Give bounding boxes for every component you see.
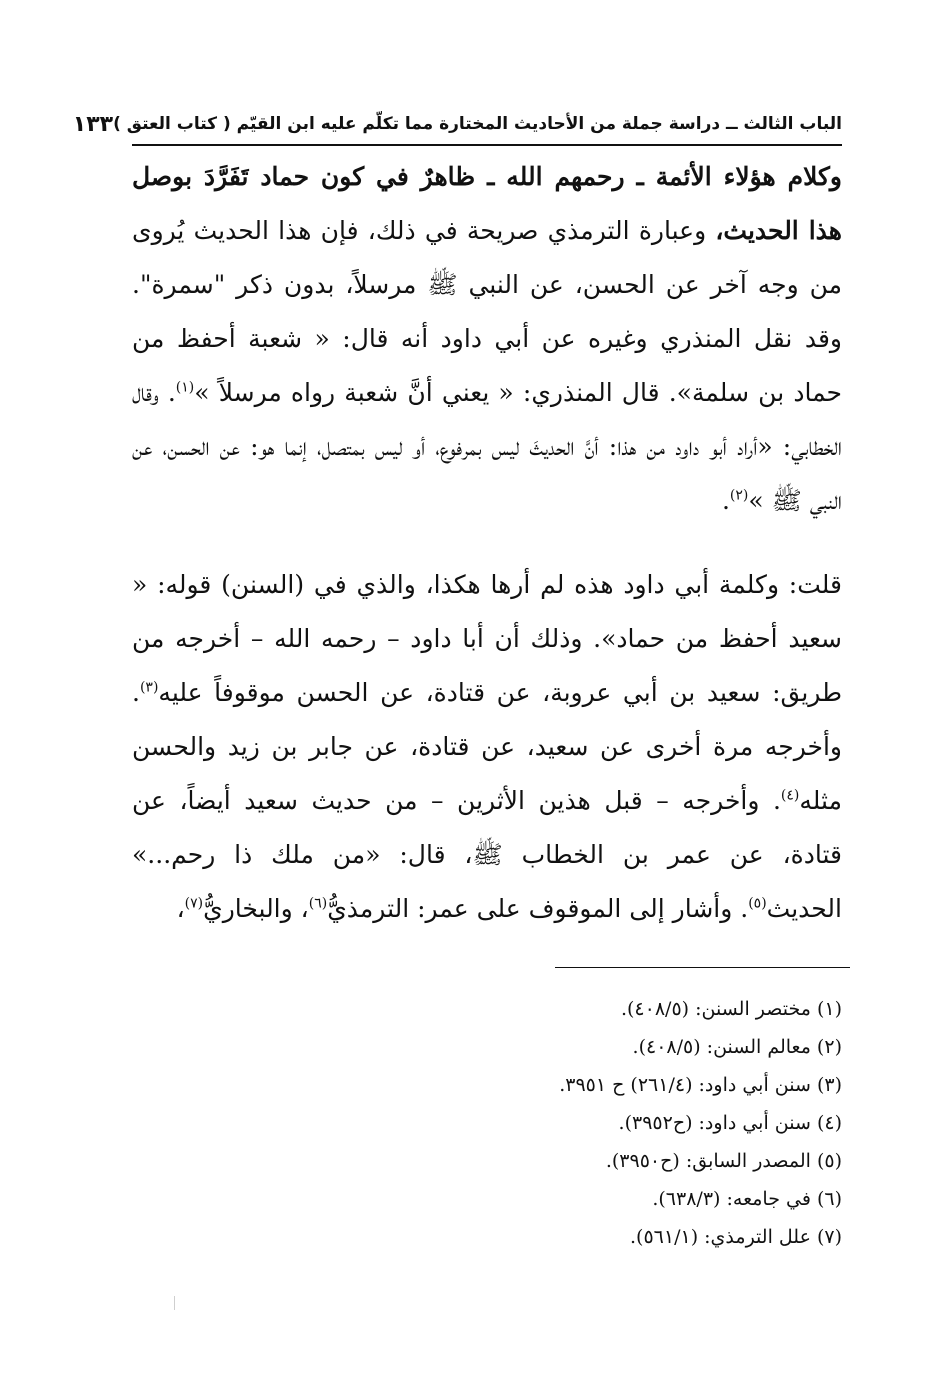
- chapter-title: الباب الثالث ــ دراسة جملة من الأحاديث المختارة مما تكلّم عليه ابن القيّم ( كتاب العتق ): [113, 114, 842, 134]
- footnote-ref-5[interactable]: (٥): [748, 895, 767, 912]
- footnote-4: (٤) سنن أبي داود: (ح٣٩٥٢).: [618, 1112, 842, 1134]
- footnote-divider: [555, 967, 850, 968]
- page-number: ١٣٣: [72, 111, 114, 137]
- footnote-5: (٥) المصدر السابق: (ح٣٩٥٠).: [605, 1150, 842, 1172]
- bold-lead-text: وكلام هؤلاء الأئمة ـ رحمهم الله ـ ظاهرٌ في كون حماد تَفَرَّدَ بوصل هذا الحديث،: [132, 162, 842, 245]
- paragraph-2: [132, 558, 842, 936]
- footnote-3: (٣) سنن أبي داود: (٢٦١/٤) ح ٣٩٥١.: [559, 1074, 842, 1096]
- footnote-ref-1[interactable]: (١): [175, 379, 195, 396]
- text-segment: قلت: وكلمة أبي داود هذه لم أرها هكذا، والذي في (السنن) قوله: « سعيد أحفظ من حماد». وذلك أن أبا داود – رحمه الله – أخرجه من طريق: سعيد بن أبي عروبة، عن قتادة، عن الحسن موقوفاً عليه: [132, 570, 842, 707]
- scan-artifact: [174, 1296, 175, 1310]
- text-segment: . وأخرجه مرة أخرى عن سعيد، عن قتادة، عن جابر بن زيد والحسن مثله: [132, 678, 842, 815]
- text-segment: . وأخرجه – قبل هذين الأثرين – من حديث سعيد أيضاً، عن قتادة، عن عمر بن الخطاب ﷺ، قال: «من ملك ذا رحم...» الحديث: [132, 786, 842, 923]
- paragraph-1: [132, 150, 842, 528]
- footnote-1: (١) مختصر السنن: (٤٠٨/٥).: [620, 998, 842, 1020]
- text-segment: ،: [176, 894, 185, 923]
- text-segment: . وقال الخطابي: «أراد أبو داود من هذا: أنَّ الحديثَ ليس بمرفوع، أو ليس بمتصل، إنما هو: عن الحسن، عن النبي ﷺ »: [132, 378, 842, 515]
- footnote-7: (٧) علل الترمذي: (٥٦١/١).: [630, 1226, 842, 1248]
- running-header: [72, 104, 842, 146]
- text-segment: .: [721, 486, 730, 515]
- footnote-ref-4[interactable]: (٤): [780, 787, 800, 804]
- text-segment: . وأشار إلى الموقوف على عمر: الترمذيُّ: [327, 894, 749, 923]
- footnote-ref-3[interactable]: (٣): [139, 679, 159, 696]
- footnote-ref-7[interactable]: (٧): [184, 895, 204, 912]
- text-segment: ، والبخاريُّ: [203, 894, 309, 923]
- footnotes: [132, 990, 842, 1256]
- text-segment: وعبارة الترمذي صريحة في ذلك، فإن هذا الحديث يُروى من وجه آخر عن الحسن، عن النبي ﷺ مرسلاً، بدون ذكر "سمرة". وقد نقل المنذري وغيره عن أبي داود أنه قال: « شعبة أحفظ من حماد بن سلمة». قال المنذري: « يعني أنَّ شعبة رواه مرسلاً »: [132, 216, 842, 407]
- footnote-6: (٦) في جامعه: (٦٣٨/٣).: [652, 1188, 842, 1210]
- main-text: [132, 150, 842, 936]
- footnote-2: (٢) معالم السنن: (٤٠٨/٥).: [632, 1036, 842, 1058]
- footnote-ref-2[interactable]: (٢): [729, 487, 749, 504]
- footnote-ref-6[interactable]: (٦): [308, 895, 328, 912]
